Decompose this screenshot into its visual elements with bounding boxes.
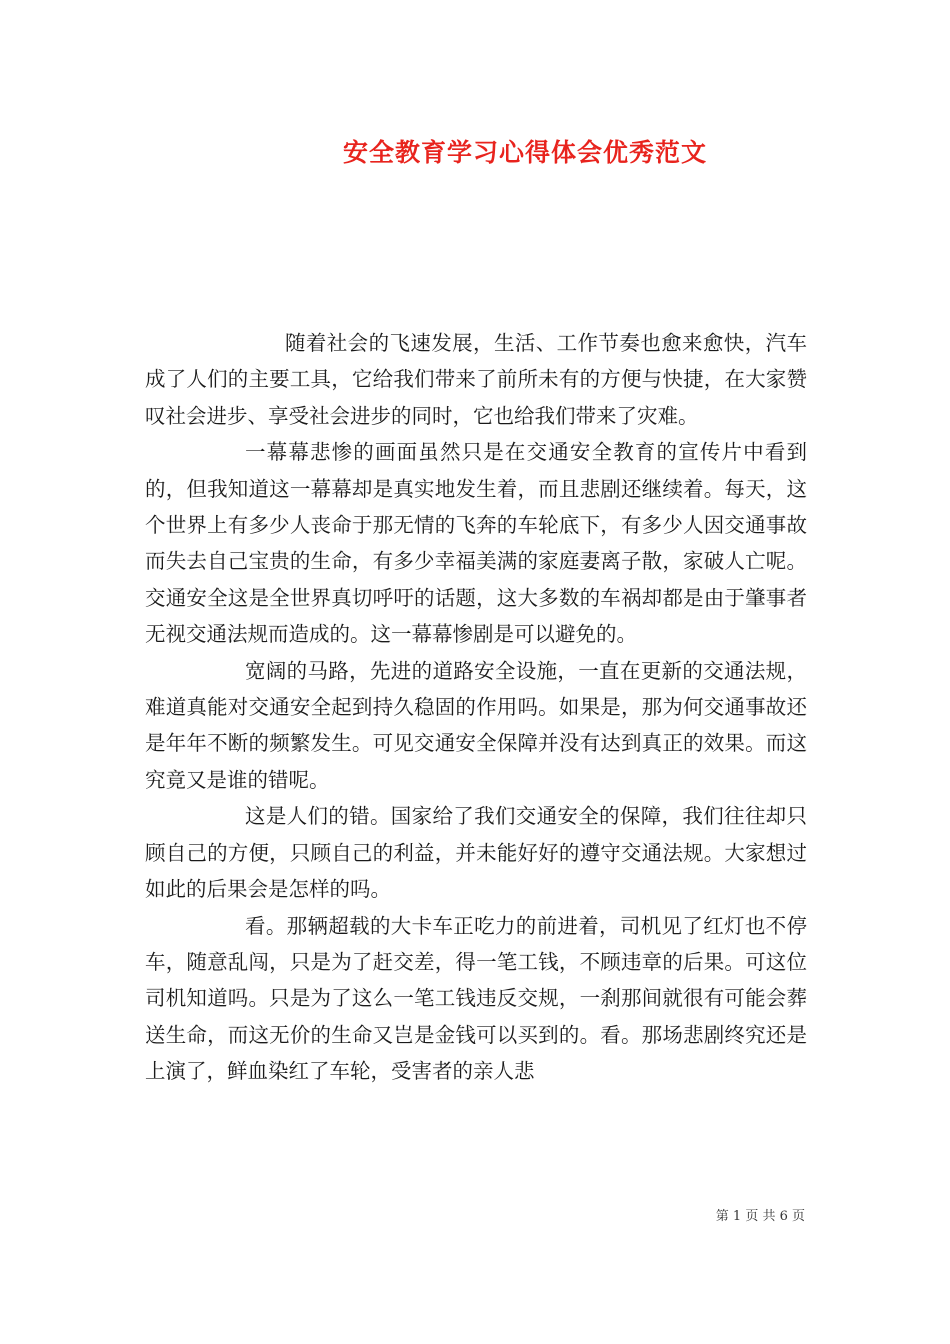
paragraph-1: 随着社会的飞速发展，生活、工作节奏也愈来愈快，汽车成了人们的主要工具，它给我们带来了前所未有的方便与快捷，在大家赞叹社会进步、享受社会进步的同时，它也给我们带来了灾难。 — [145, 331, 807, 428]
paragraph-3: 宽阔的马路，先进的道路安全设施，一直在更新的交通法规，难道真能对交通安全起到持久稳固的作用吗。如果是，那为何交通事故还是年年不断的频繁发生。可见交通安全保障并没有达到真正的效果。而这究竟又是谁的错呢。 — [145, 658, 807, 792]
paragraph-4: 这是人们的错。国家给了我们交通安全的保障，我们往往却只顾自己的方便，只顾自己的利益，并未能好好的遵守交通法规。大家想过如此的后果会是怎样的吗。 — [145, 804, 807, 902]
document-title: 安全教育学习心得体会优秀范文 — [342, 138, 707, 167]
document-body — [145, 325, 807, 1090]
paragraph-2: 一幕幕悲惨的画面虽然只是在交通安全教育的宣传片中看到的，但我知道这一幕幕却是真实地发生着，而且悲剧还继续着。每天，这个世界上有多少人丧命于那无情的飞奔的车轮底下，有多少人因交通事故而失去自己宝贵的生命，有多少幸福美满的家庭妻离子散，家破人亡呢。交通安全这是全世界真切呼吁的话题，这大多数的车祸却都是由于肇事者无视交通法规而造成的。这一幕幕惨剧是可以避免的。 — [145, 440, 807, 647]
page-number-footer: 第 1 页 共 6 页 — [715, 1209, 805, 1224]
paragraph-5: 看。那辆超载的大卡车正吃力的前进着，司机见了红灯也不停车，随意乱闯，只是为了赶交差，得一笔工钱，不顾违章的后果。可这位司机知道吗。只是为了这么一笔工钱违反交规，一刹那间就很有可能会葬送生命，而这无价的生命又岂是金钱可以买到的。看。那场悲剧终究还是上演了，鲜血染红了车轮，受害者的亲人悲 — [145, 913, 807, 1084]
